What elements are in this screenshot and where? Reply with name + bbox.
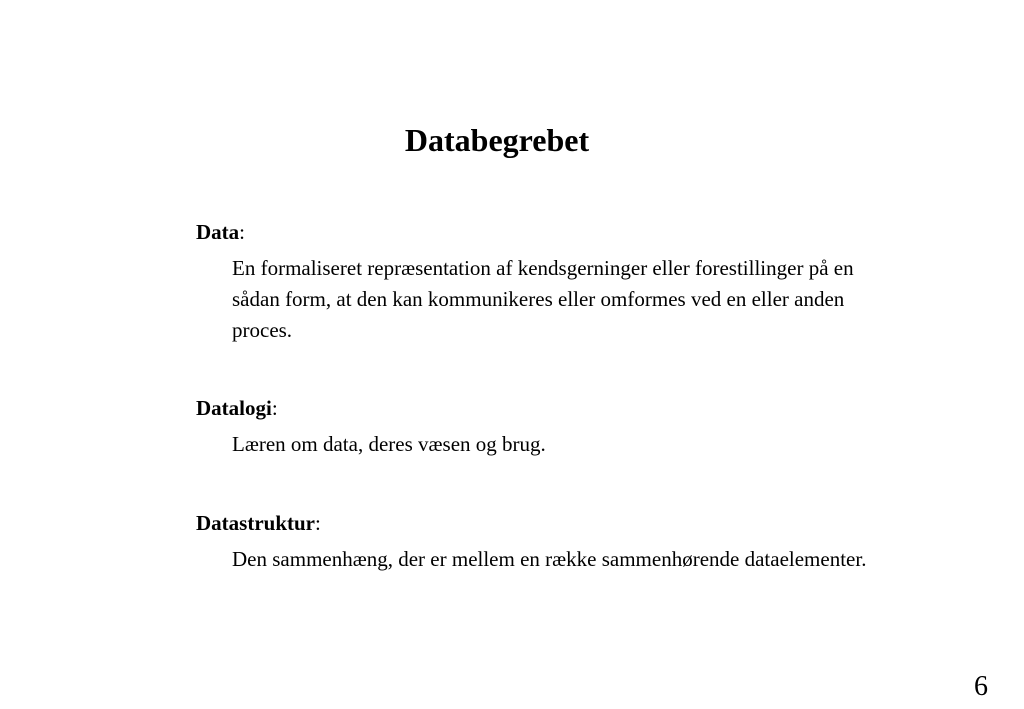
term-colon: : — [271, 396, 278, 420]
definition-datastruktur — [196, 510, 916, 575]
term-colon: : — [315, 511, 321, 535]
term-colon: : — [239, 220, 246, 244]
definition-datalogi — [196, 395, 916, 460]
term-datalogi: Datalogi — [196, 396, 272, 420]
description-data: En formaliseret repræsentation af kendsgerninger eller forestillinger på en sådan form, at den kan kommunikeres eller omformes ved en eller anden proces. — [232, 256, 854, 342]
term-data: Data — [196, 220, 240, 244]
term-datastruktur: Datastruktur — [196, 511, 315, 535]
page-number: 6 — [974, 671, 988, 702]
description-datalogi: Læren om data, deres væsen og brug. — [232, 432, 546, 456]
term-line — [196, 510, 916, 536]
term-line — [196, 395, 916, 421]
description-datastruktur: Den sammenhæng, der er mellem en række sammenhørende dataelementer. — [232, 547, 867, 571]
term-line — [196, 219, 916, 245]
slide-title: Databegrebet — [404, 122, 590, 158]
definition-data — [196, 219, 916, 346]
